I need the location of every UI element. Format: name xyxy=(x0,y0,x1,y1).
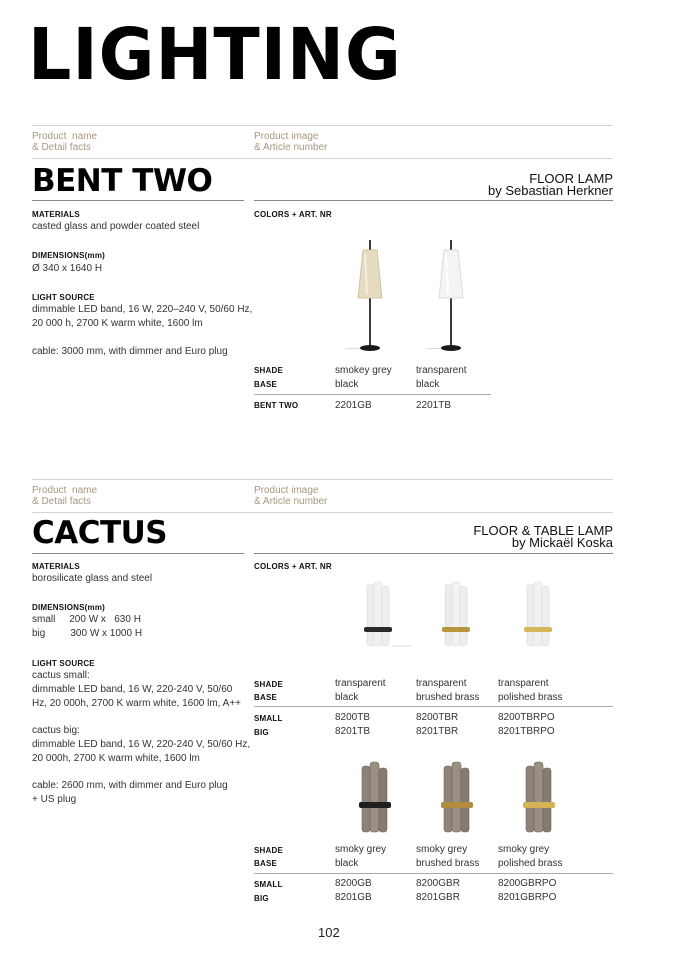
variant-shade: smokey grey xyxy=(335,365,392,376)
article-number-big: 8201TBRPO xyxy=(498,726,555,737)
variant-base: black xyxy=(335,692,359,703)
lamp-image-smoky-grey-polished-brass xyxy=(519,760,559,836)
dimensions-value: Ø 340 x 1640 H xyxy=(32,263,103,274)
rule xyxy=(254,200,613,201)
variant-shade: smoky grey xyxy=(335,844,387,855)
base-label: BASE xyxy=(254,693,278,702)
light-source-label: LIGHT SOURCE xyxy=(32,293,95,302)
light-source-small: cactus small: dimmable LED band, 16 W, 220-240 V, 50/60 Hz, 20 000h, 2700 K warm white, 1600 lm, A++ xyxy=(32,670,242,709)
big-label: BIG xyxy=(254,728,269,737)
product-type: FLOOR & TABLE LAMP xyxy=(473,523,613,538)
variant-base: black xyxy=(335,858,359,869)
dimensions-label: DIMENSIONS(mm) xyxy=(32,251,106,260)
materials-value: borosilicate glass and steel xyxy=(32,573,153,584)
rule xyxy=(254,873,613,874)
lamp-image-transparent xyxy=(426,234,476,354)
colors-label: COLORS + ART. NR xyxy=(254,562,332,571)
product-designer: by Sebastian Herkner xyxy=(487,183,613,198)
article-number-small: 8200TB xyxy=(335,712,371,723)
cable-value: cable: 2600 mm, with dimmer and Euro plug + US plug xyxy=(32,780,228,805)
colors-label: COLORS + ART. NR xyxy=(254,210,332,219)
base-label: BASE xyxy=(254,380,278,389)
variant-shade: transparent xyxy=(335,678,386,689)
variant-base: brushed brass xyxy=(416,858,480,869)
lamp-image-smoky-grey-black xyxy=(355,760,395,836)
rule xyxy=(254,394,491,395)
header-product-image-label: Product image & Article number xyxy=(254,485,328,507)
article-number-small: 8200GB xyxy=(335,878,372,889)
materials-label: MATERIALS xyxy=(32,210,80,219)
variant-shade: smoky grey xyxy=(498,844,550,855)
rule xyxy=(254,706,613,707)
variant-base: brushed brass xyxy=(416,692,480,703)
lamp-image-smoky-grey-brushed-brass xyxy=(437,760,477,836)
article-number-small: 8200TBR xyxy=(416,712,459,723)
section-divider xyxy=(32,479,613,480)
base-label: BASE xyxy=(254,859,278,868)
lamp-image-transparent-polished-brass xyxy=(519,580,559,650)
variant-shade: transparent xyxy=(416,678,467,689)
section-divider xyxy=(32,158,613,159)
variant-shade: smoky grey xyxy=(416,844,468,855)
article-number-big: 8201TB xyxy=(335,726,371,737)
page-number: 102 xyxy=(318,925,340,940)
light-source-value: dimmable LED band, 16 W, 220–240 V, 50/60 Hz, 20 000 h, 2700 K warm white, 1600 lm xyxy=(32,304,253,329)
variant-shade: transparent xyxy=(498,678,549,689)
small-label: SMALL xyxy=(254,880,283,889)
article-number-big: 8201TBR xyxy=(416,726,459,737)
dimensions-value: small 200 W x 630 H big 300 W x 1000 H xyxy=(32,614,143,639)
article-number-small: 8200TBRPO xyxy=(498,712,555,723)
shade-label: SHADE xyxy=(254,366,284,375)
article-number-small: 8200GBRPO xyxy=(498,878,557,889)
lamp-image-smokey-grey xyxy=(345,234,395,354)
variant-shade: transparent xyxy=(416,365,467,376)
lamp-image-transparent-brushed-brass xyxy=(437,580,477,650)
cable-value: cable: 3000 mm, with dimmer and Euro plug xyxy=(32,346,228,357)
materials-label: MATERIALS xyxy=(32,562,80,571)
article-number: 2201TB xyxy=(416,400,452,411)
rule xyxy=(254,553,613,554)
materials-value: casted glass and powder coated steel xyxy=(32,221,200,232)
rule xyxy=(32,200,244,201)
lamp-image-transparent-black xyxy=(355,580,411,650)
article-number-small: 8200GBR xyxy=(416,878,460,889)
light-source-big: cactus big: dimmable LED band, 16 W, 220-240 V, 50/60 Hz, 20 000h, 2700 K warm white, 1600 lm xyxy=(32,725,251,764)
article-row-label: BENT TWO xyxy=(254,401,299,410)
product-designer: by Mickaël Koska xyxy=(511,535,613,550)
article-number-big: 8201GB xyxy=(335,892,372,903)
header-product-image-label: Product image & Article number xyxy=(254,131,328,153)
dimensions-label: DIMENSIONS(mm) xyxy=(32,603,106,612)
article-number: 2201GB xyxy=(335,400,372,411)
product-type: FLOOR LAMP xyxy=(529,171,613,186)
section-divider xyxy=(32,125,613,126)
variant-base: black xyxy=(335,379,359,390)
variant-base: polished brass xyxy=(498,692,563,703)
shade-label: SHADE xyxy=(254,680,284,689)
article-number-big: 8201GBRPO xyxy=(498,892,557,903)
rule xyxy=(32,553,244,554)
variant-base: black xyxy=(416,379,440,390)
header-product-name-label: Product name & Detail facts xyxy=(32,485,98,507)
shade-label: SHADE xyxy=(254,846,284,855)
light-source-label: LIGHT SOURCE xyxy=(32,659,95,668)
page-title: LIGHTING xyxy=(28,14,402,97)
header-product-name-label: Product name & Detail facts xyxy=(32,131,98,153)
small-label: SMALL xyxy=(254,714,283,723)
section-divider xyxy=(32,512,613,513)
product-name: CACTUS xyxy=(32,515,168,551)
variant-base: polished brass xyxy=(498,858,563,869)
big-label: BIG xyxy=(254,894,269,903)
article-number-big: 8201GBR xyxy=(416,892,460,903)
product-name: BENT TWO xyxy=(32,163,213,199)
